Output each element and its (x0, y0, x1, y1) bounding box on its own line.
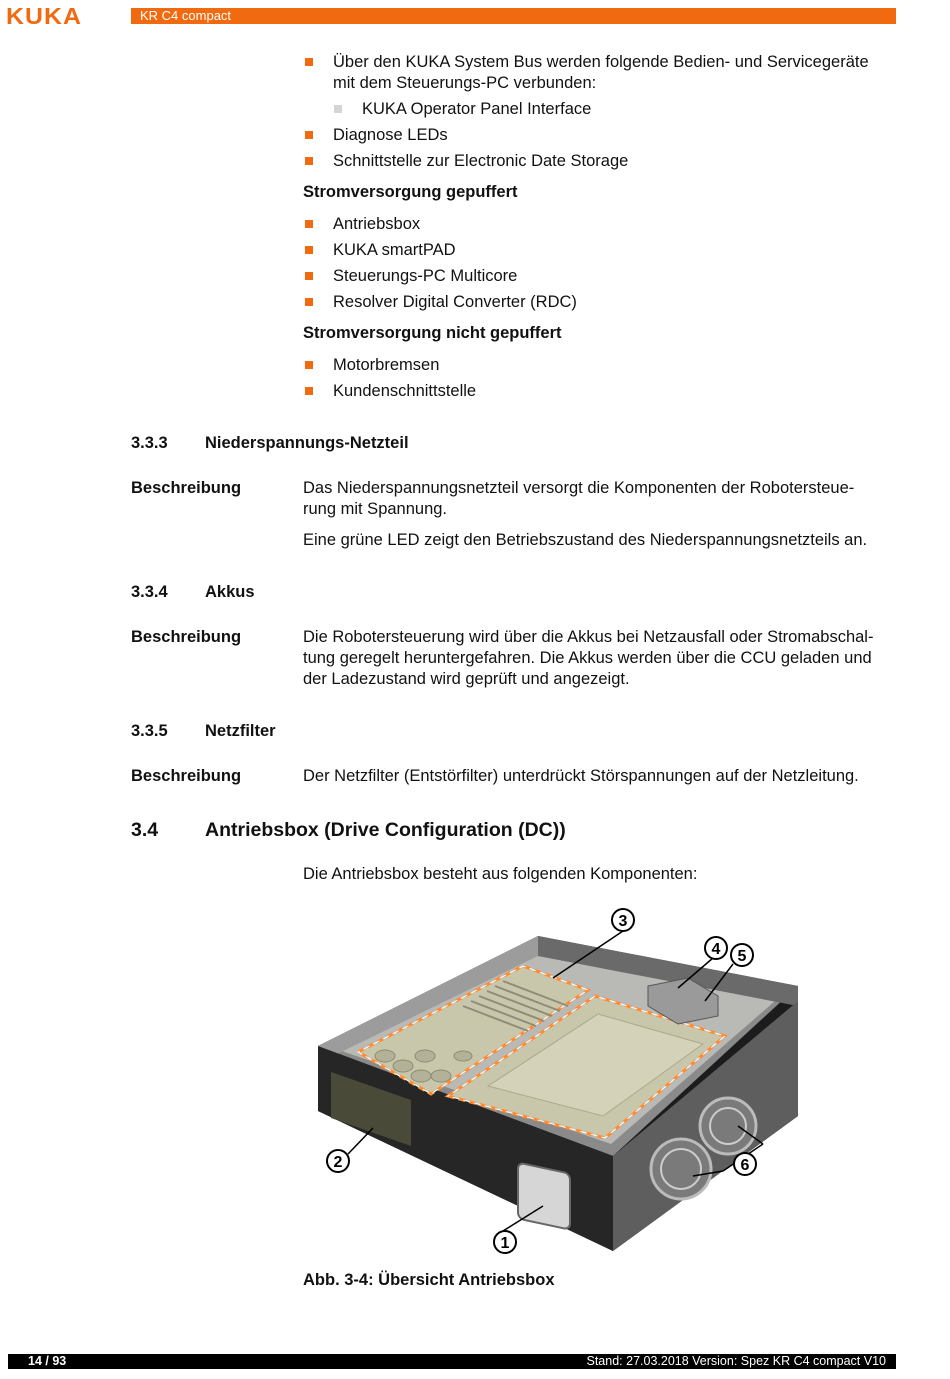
handle (518, 1163, 570, 1230)
bullet-marker (305, 246, 313, 254)
callout-3: 3 (618, 913, 628, 930)
bullet-marker (305, 131, 313, 139)
bullet-item: KUKA smartPAD (333, 241, 456, 259)
description-label: Beschreibung (131, 479, 242, 497)
bullet-item: Schnittstelle zur Electronic Date Storage (333, 152, 629, 170)
section-number: 3.3.4 (131, 583, 168, 601)
section-title: Akkus (205, 583, 255, 601)
bullet-marker (305, 387, 313, 395)
callout-2: 2 (333, 1154, 343, 1171)
description-paragraph: Eine grüne LED zeigt den Betriebszustand des Niederspannungsnetzteils an. (303, 531, 868, 549)
bullet-marker (305, 298, 313, 306)
subheading-unbuffered: Stromversorgung nicht gepuffert (303, 324, 562, 342)
description-paragraph (303, 627, 903, 690)
section-number: 3.3.3 (131, 434, 168, 452)
description-paragraph: Der Netzfilter (Entstörfilter) unterdrückt Störspannungen auf der Netzleitung. (303, 767, 859, 785)
bullet-marker (305, 58, 313, 66)
bullet-item: Diagnose LEDs (333, 126, 448, 144)
paragraph-line: rung mit Spannung. (303, 500, 448, 518)
bullet-item: Steuerungs-PC Multicore (333, 267, 518, 285)
section-title: Netzfilter (205, 722, 276, 740)
kuka-logo: KUKA (6, 3, 83, 29)
subheading-buffered: Stromversorgung gepuffert (303, 183, 518, 201)
paragraph-line: tung geregelt heruntergefahren. Die Akkus werden über die CCU geladen und (303, 649, 872, 667)
fan-right (700, 1098, 756, 1154)
sub-bullet-item: KUKA Operator Panel Interface (362, 100, 592, 118)
bullet-item (333, 52, 913, 94)
section-title: Niederspannungs-Netzteil (205, 434, 409, 452)
bullet-item: Antriebsbox (333, 215, 421, 233)
callout-6: 6 (740, 1157, 750, 1174)
sub-bullet-marker (334, 105, 342, 113)
header-bar (131, 8, 896, 24)
bullet-item: Kundenschnittstelle (333, 382, 477, 400)
figure-caption: Abb. 3-4: Übersicht Antriebsbox (303, 1271, 555, 1289)
callout-5: 5 (737, 948, 747, 965)
section-intro: Die Antriebsbox besteht aus folgenden Komponenten: (303, 865, 698, 883)
bullet-marker (305, 272, 313, 280)
bullet-marker (305, 157, 313, 165)
bullet-text-line: Über den KUKA System Bus werden folgende Bedien- und Servicegeräte (333, 53, 869, 71)
paragraph-line: der Ladezustand wird geprüft und angezeigt. (303, 670, 630, 688)
footer-version-info: Stand: 27.03.2018 Version: Spez KR C4 compact V10 (586, 1354, 886, 1368)
section-title: Antriebsbox (Drive Configuration (DC)) (205, 819, 566, 841)
bullet-item: Motorbremsen (333, 356, 440, 374)
footer-bar (8, 1354, 896, 1369)
callout-4: 4 (711, 941, 721, 958)
bullet-text-line: mit dem Steuerungs-PC verbunden: (333, 74, 597, 92)
page-number: 14 / 93 (28, 1354, 67, 1368)
description-label: Beschreibung (131, 767, 242, 785)
paragraph-line: Die Robotersteuerung wird über die Akkus bei Netzausfall oder Stromabschal- (303, 628, 874, 646)
description-label: Beschreibung (131, 628, 242, 646)
section-number: 3.4 (131, 819, 159, 841)
bullet-item: Resolver Digital Converter (RDC) (333, 293, 577, 311)
section-number: 3.3.5 (131, 722, 168, 740)
bullet-marker (305, 361, 313, 369)
drive-box-illustration (313, 906, 803, 1258)
document-title: KR C4 compact (140, 8, 232, 23)
description-paragraph (303, 478, 903, 520)
paragraph-line: Das Niederspannungsnetzteil versorgt die Komponenten der Robotersteue- (303, 479, 855, 497)
callout-1: 1 (500, 1235, 510, 1252)
bullet-marker (305, 220, 313, 228)
